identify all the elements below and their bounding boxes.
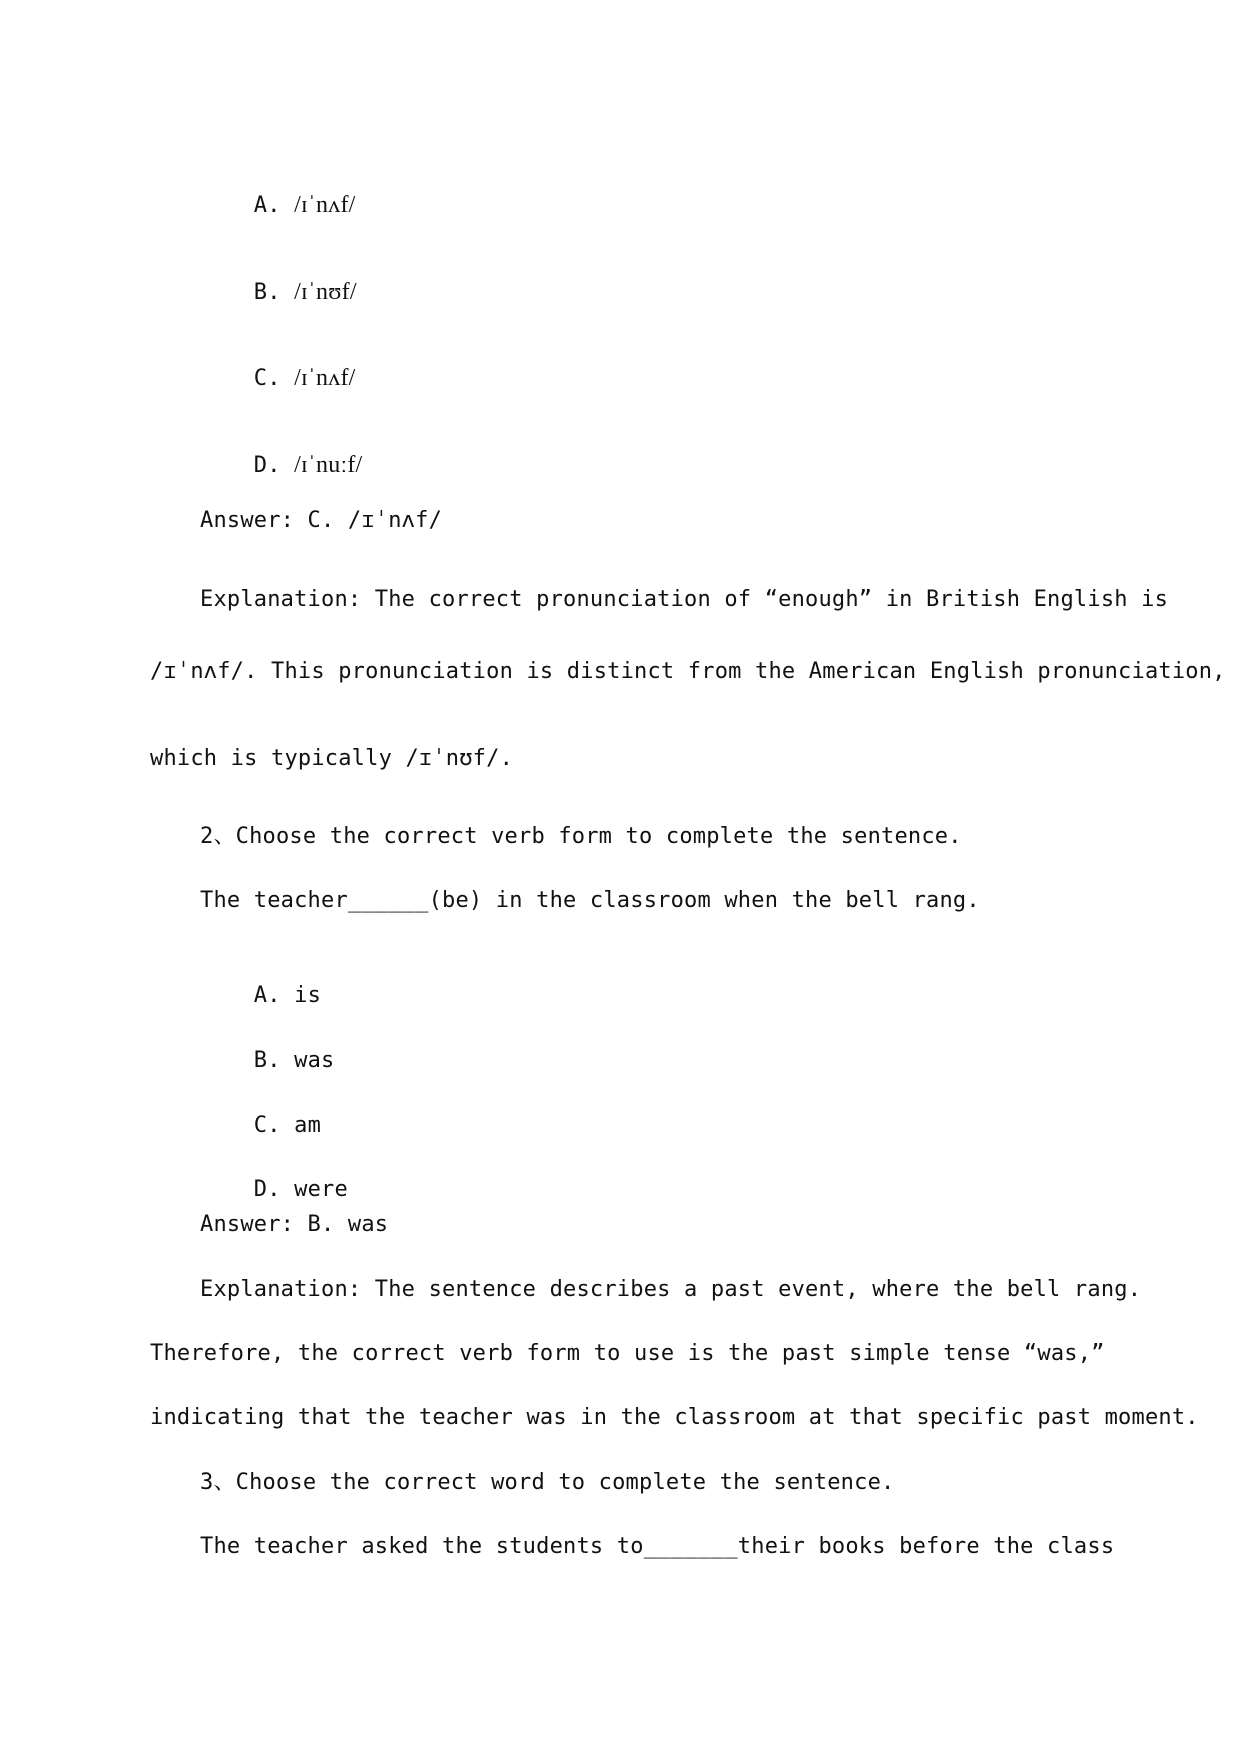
- q1-explanation-line-1: Explanation: The correct pronunciation of “enough” in British English is: [200, 587, 1169, 612]
- q1-answer: Answer: C. /ɪˈnʌf/: [200, 508, 443, 533]
- q1-option-d: [200, 420, 362, 511]
- q3-prompt: 3、Choose the correct word to complete the sentence.: [200, 1470, 895, 1495]
- option-letter: B.: [253, 280, 281, 305]
- option-letter: D.: [253, 453, 281, 478]
- q2-explanation-line-2: Therefore, the correct verb form to use is the past simple tense “was,”: [150, 1341, 1105, 1366]
- q2-answer: Answer: B. was: [200, 1212, 389, 1237]
- option-letter: C.: [253, 366, 281, 391]
- q1-explanation-line-2: /ɪˈnʌf/. This pronunciation is distinct from the American English pronunciation,: [150, 659, 1226, 684]
- option-text: was: [294, 1048, 335, 1073]
- q2-sentence: The teacher______(be) in the classroom when the bell rang.: [200, 888, 980, 913]
- option-letter: A.: [253, 983, 281, 1008]
- q2-explanation-line-1: Explanation: The sentence describes a past event, where the bell rang.: [200, 1277, 1142, 1302]
- option-letter: D.: [253, 1177, 281, 1202]
- option-text: is: [294, 983, 322, 1008]
- option-text: /ɪˈnʌf/: [294, 192, 356, 218]
- q2-explanation-line-3: indicating that the teacher was in the classroom at that specific past moment.: [150, 1405, 1199, 1430]
- option-text: /ɪˈnʊf/: [294, 279, 357, 305]
- q1-option-a: [200, 160, 356, 251]
- q1-explanation-line-3: which is typically /ɪˈnʊf/.: [150, 746, 514, 771]
- q3-sentence: The teacher asked the students to_______their books before the class: [200, 1534, 1115, 1559]
- option-letter: B.: [253, 1048, 281, 1073]
- q2-prompt: 2、Choose the correct verb form to complete the sentence.: [200, 824, 962, 849]
- q1-option-c: [200, 333, 356, 424]
- option-text: /ɪˈnuːf/: [294, 452, 363, 478]
- option-letter: A.: [253, 193, 281, 218]
- option-letter: C.: [253, 1113, 281, 1138]
- option-text: were: [294, 1177, 348, 1202]
- q1-option-b: [200, 247, 357, 338]
- option-text: am: [294, 1113, 322, 1138]
- option-text: /ɪˈnʌf/: [294, 365, 356, 391]
